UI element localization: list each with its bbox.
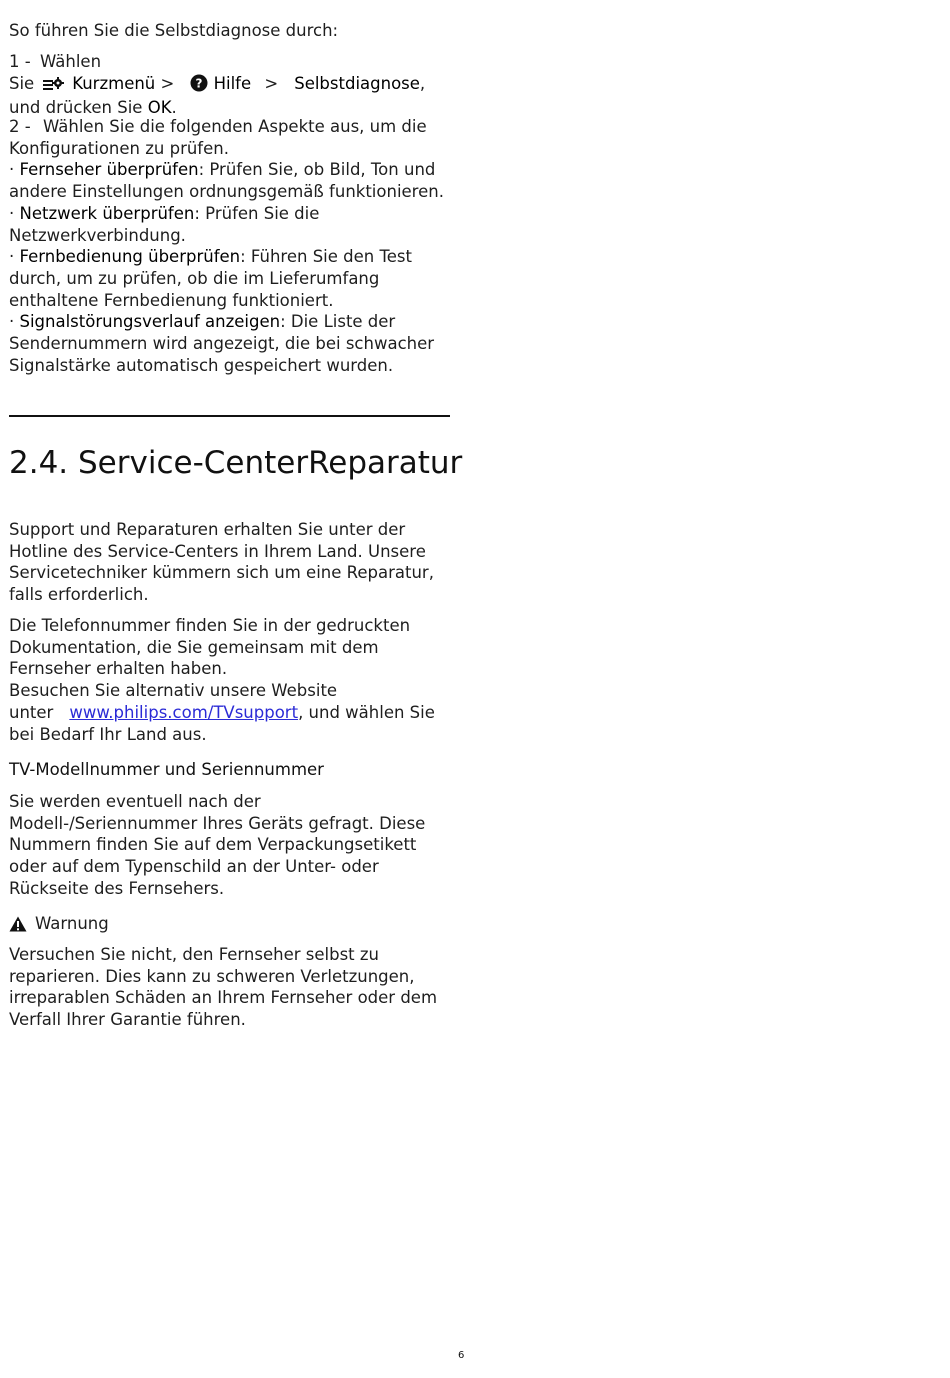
bullet-item: · Fernseher überprüfen: Prüfen Sie, ob Bild, Ton und andere Einstellungen ordnungsgemäß funktionieren. <box>9 160 444 202</box>
contact-text-c: unter <box>9 702 54 722</box>
step-2-text: Wählen Sie die folgenden Aspekte aus, um die Konfigurationen zu prüfen. <box>9 117 427 158</box>
step-1 <box>9 51 454 119</box>
support-website-link[interactable]: www.philips.com/TVsupport <box>69 702 299 722</box>
key-ok: OK <box>147 98 172 118</box>
bullet-item: · Netzwerk überprüfen: Prüfen Sie die Netzwerkverbindung. <box>9 203 320 245</box>
bullet-term: Fernseher überprüfen <box>19 160 199 180</box>
warning-label: Warnung <box>35 914 109 933</box>
support-paragraph: Support und Reparaturen erhalten Sie unter der Hotline des Service-Centers in Ihrem Land. Unsere Servicetechniker kümmern sich um eine Reparatur, falls erforderlich. <box>9 520 434 605</box>
contact-text-a: Die Telefonnummer finden Sie in der gedruckten Dokumentation, die Sie gemeinsam mit dem Fernseher erhalten haben. <box>9 616 411 679</box>
step-1-text-e: . <box>171 98 177 118</box>
quick-menu-icon <box>42 76 64 98</box>
page-number: 6 <box>458 1350 465 1361</box>
contact-text-b: Besuchen Sie alternativ unsere Website <box>9 681 338 701</box>
subheading-model-number: TV-Modellnummer und Seriennummer <box>9 760 324 779</box>
step-1-number: 1 - <box>9 52 31 71</box>
bullet-item: · Fernbedienung überprüfen: Führen Sie den Test durch, um zu prüfen, ob die im Lieferumfang enthaltene Fernbedienung funktioniert. <box>9 247 412 310</box>
step-2-number: 2 - <box>9 117 31 136</box>
menu-separator-1: > <box>160 73 175 93</box>
intro-text: So führen Sie die Selbstdiagnose durch: <box>9 21 339 40</box>
step-2-block <box>9 116 454 376</box>
warning-paragraph: Versuchen Sie nicht, den Fernseher selbst zu reparieren. Dies kann zu schweren Verletzungen, irreparablen Schäden an Ihrem Fernseher oder dem Verfall Ihrer Garantie führen. <box>9 945 438 1030</box>
step-1-text-b: Sie <box>9 73 35 93</box>
bullet-desc: : Führen Sie den Test durch, um zu prüfen, ob die im Lieferumfang enthaltene Fernbedienung funktioniert. <box>9 247 412 310</box>
model-number-paragraph: Sie werden eventuell nach der Modell-/Seriennummer Ihres Geräts gefragt. Diese Nummern finden Sie auf dem Verpackungsetikett oder auf dem Typenschild an der Unter- oder Rückseite des Fernsehers. <box>9 792 426 898</box>
warning-icon <box>9 916 27 938</box>
menu-separator-2: > <box>264 73 279 93</box>
step-1-text-d: und drücken Sie <box>9 98 143 118</box>
step-2 <box>9 116 454 159</box>
section-title: 2.4. Service-CenterReparatur <box>9 445 463 481</box>
bullet-desc: : Prüfen Sie die Netzwerkverbindung. <box>9 203 320 245</box>
menu-selbstdiagnose: Selbstdiagnose <box>294 73 420 93</box>
svg-text:?: ? <box>195 76 203 91</box>
help-icon <box>190 74 208 98</box>
bullet-desc: : Prüfen Sie, ob Bild, Ton und andere Einstellungen ordnungsgemäß funktionieren. <box>9 160 444 202</box>
bullet-desc: : Die Liste der Sendernummern wird angezeigt, die bei schwacher Signalstärke automatisch gespeichert wurden. <box>9 312 435 375</box>
step-1-text-c: , <box>419 73 426 93</box>
menu-hilfe: Hilfe <box>213 73 252 93</box>
section-divider <box>9 415 450 417</box>
bullet-term: Fernbedienung überprüfen <box>19 247 241 267</box>
contact-paragraph <box>9 615 454 745</box>
warning-heading <box>9 913 109 938</box>
menu-kurzmenu: Kurzmenü <box>72 73 156 93</box>
bullet-term: Signalstörungsverlauf anzeigen <box>19 312 281 332</box>
contact-text-d: , und wählen Sie bei Bedarf Ihr Land aus. <box>9 702 435 744</box>
step-1-text-a: Wählen <box>40 52 102 71</box>
bullet-term: Netzwerk überprüfen <box>19 203 195 223</box>
bullet-item: · Signalstörungsverlauf anzeigen: Die Liste der Sendernummern wird angezeigt, die bei schwacher Signalstärke automatisch gespeichert wurden. <box>9 312 435 375</box>
